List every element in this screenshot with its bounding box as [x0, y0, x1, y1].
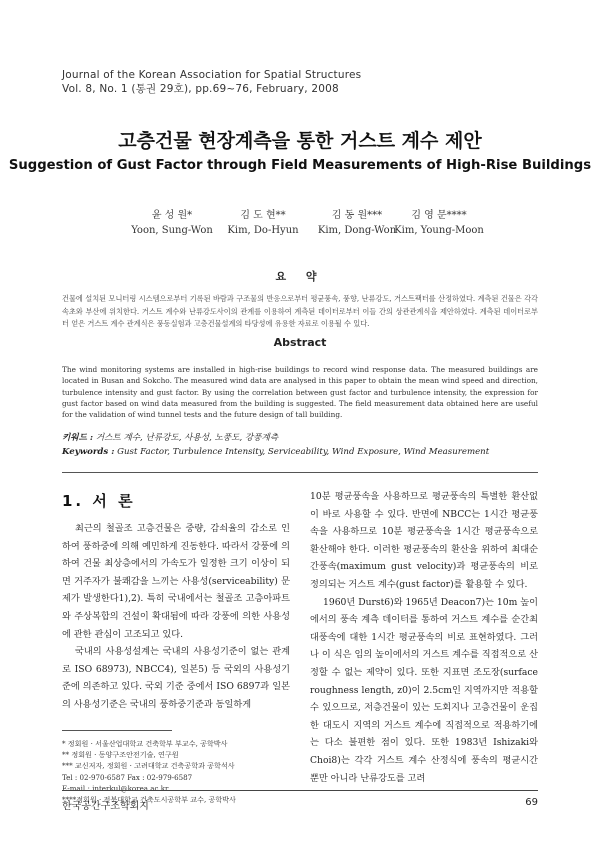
keywords-divider [62, 472, 538, 473]
left-paragraph-1: 최근의 철골조 고층건물은 중량, 감쇠율의 감소로 인하여 풍하중에 의해 예민하게 진동한다. 따라서 강풍에 의하여 건물 최상층에서의 가속도가 일정한 크기 이상이 되면 거주자가 불쾌감을 느끼는 사용성(serviceability) 문제가 발생한다1),2). 특히 국내에서는 철골조 고층아파트와 주상복합의 건설이 확대됨에 따라 강풍에 의한 사용성에 관한 관심이 고조되고 있다. [62, 523, 290, 640]
footnotes [62, 738, 300, 805]
author-1-en: Yoon, Sung-Won [131, 225, 213, 236]
journal-volume: Vol. 8, No. 1 (통권 29호), pp.69~76, February, 2008 [62, 83, 339, 95]
right-column [310, 488, 538, 787]
korean-abstract-text: 건물에 설치된 모니터링 시스템으로부터 기록된 바람과 구조물의 반응으로부터 평균풍속, 풍향, 난류강도, 거스트팩터를 산정하였다. 계측된 건물은 각각 속초와 부산에 위치한다. 거스트 계수와 난류강도사이의 관계를 이용하여 계측된 데이터로부터 이들 간의 상관관계식을 제안하였다. 계측된 데이터로부터 얻은 거스트 계수 관계식은 풍동실험과 고층건물설계의 타당성에 유용한 자료로 이용될 수 있다. [62, 294, 538, 328]
footnote-2: ** 정회원 · 동양구조안전기술, 연구원 [62, 750, 179, 760]
author-2-en: Kim, Do-Hyun [227, 225, 299, 236]
author-4-en: Kim, Young-Moon [394, 225, 484, 236]
left-column [62, 520, 290, 714]
section-heading: 1. 서 론 [62, 492, 136, 510]
author-2-ko: 김 도 현** [240, 210, 286, 221]
title-english: Suggestion of Gust Factor through Field Measurements of High-Rise Buildings [8, 158, 592, 173]
page-number: 69 [525, 797, 538, 808]
keywords-en-label: Keywords : [62, 447, 115, 457]
keywords-ko-text: 거스트 계수, 난류강도, 사용성, 노풍도, 강풍계측 [95, 433, 279, 443]
abstract-text: The wind monitoring systems are installed in high-rise buildings to record wind response data. The measured buildings are located in Busan and Sokcho. The measured wind data are analysed in this paper to obtain the mean wind speed and direction, turbulence intensity and gust factor. By using the correlation between gust factor and turbulence intensity, the expression for gust factor based on wind data measured from the building is suggested. The field measurement data obtained here are useful for the validation of wind tunnel tests and the future design of tall building. [62, 365, 538, 420]
author-1-ko: 윤 성 원* [151, 210, 193, 221]
keywords-en-text: Gust Factor, Turbulence Intensity, Serviceability, Wind Exposure, Wind Measurement [117, 447, 490, 457]
footnote-divider [62, 730, 172, 731]
left-paragraph-2: 국내의 사용성설계는 국내의 사용성기준이 없는 관계로 ISO 68973), NBCC4), 일본5) 등 국외의 사용성기준에 의존하고 있다. 국외 기준 중에서 ISO 6897과 일본의 사용성기준은 국내의 풍하중기준과 동일하게 [62, 646, 290, 710]
footer-divider [62, 790, 538, 791]
keywords-ko-label: 키워드 : [62, 433, 94, 443]
korean-abstract-heading: 요 약 [275, 270, 325, 283]
right-paragraph-2: 1960년 Durst6)와 1965년 Deacon7)는 10m 높이에서의 풍속 계측 데이터를 통하여 거스트 계수를 순간최대풍속에 대한 1시간 평균풍속의 비로 표현하였다. 그러나 이 식은 임의 높이에서의 거스트 계수를 직접적으로 산정할 수 없는 제약이 있다. 또한 지표면 조도장(surface roughness length, z0)이 2.5cm인 지역까지만 적용할 수 있으므로, 저층건물이 있는 도회지나 고층건물이 운집한 대도시 지역의 거스트 계수에 직접적으로 적용하기에는 다소 불편한 점이 있다. 또한 1983년 Ishizaki와 Choi8)는 각각 거스트 계수 산정식에 풍속의 평균시간 뿐만 아니라 난류강도를 고려 [310, 596, 538, 784]
footnote-1: * 정회원 · 서울산업대학교 건축학부 부교수, 공학박사 [62, 739, 228, 748]
footnote-3: *** 교신저자, 정회원 · 고려대학교 건축공학과 공학석사 [62, 761, 235, 771]
author-4-ko: 김 영 문**** [411, 210, 467, 221]
journal-name: Journal of the Korean Association for Spatial Structures [62, 69, 362, 81]
keywords-korean [62, 431, 538, 443]
journal-header [62, 68, 361, 96]
author-4 [379, 208, 499, 238]
right-paragraph-1: 10분 평균풍속을 사용하므로 평균풍속의 특별한 환산없이 바로 사용할 수 있다. 반면에 NBCC는 1시간 평균풍속을 사용하므로 10분 평균풍속을 1시간 평균풍속으로 환산해야 한다. 이러한 평균풍속의 환산을 위하여 최대순간풍속(maximum gust velocity)과 평균풍속의 비로 정의되는 거스트 계수(gust factor)를 활용할 수 있다. [310, 491, 538, 590]
footnote-4: ****정회원 · 전북대학교 건축도시공학부 교수, 공학박사 [62, 795, 236, 805]
footnote-3-tel: Tel : 02-970-6587 Fax : 02-979-6587 [62, 772, 193, 782]
author-3-en: Kim, Dong-Won [317, 225, 397, 236]
author-3-ko: 김 동 원*** [331, 210, 383, 221]
title-korean: 고층건물 현장계측을 통한 거스트 계수 제안 [118, 130, 482, 152]
abstract-heading: Abstract [273, 336, 327, 349]
keywords-english [62, 447, 538, 457]
footnote-3-email: E-mail : interkul@korea.ac.kr [62, 783, 169, 793]
footer-journal: 한국공간구조학회지 [62, 801, 149, 812]
